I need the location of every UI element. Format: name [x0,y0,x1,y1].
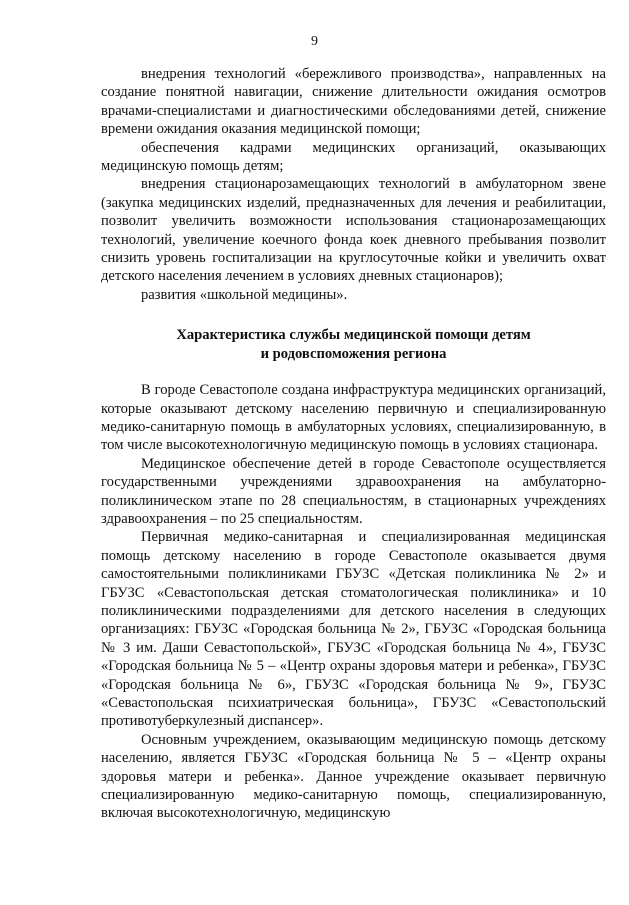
page-number: 9 [311,34,318,49]
intro-item: внедрения стационарозамещающих технологий в амбулаторном звене (закупка медицинских изделий, предназначенных для лечения и реабилитации, позволит увеличить возможности использования стационарозамещающих технологий, увеличение коечного фонда коек дневного пребывания позволит снизить уровень госпитализации на круглосуточные койки и увеличить охват детского населения лечением в условиях дневных стационаров); [101,176,606,285]
intro-item: внедрения технологий «бережливого производства», направленных на создание понятной навигации, снижение длительности ожидания осмотров врачами-специалистами и диагностическими обследованиями детей, снижение времени ожидания оказания медицинской помощи; [101,66,606,138]
intro-item: обеспечения кадрами медицинских организаций, оказывающих медицинскую помощь детям; [101,139,606,175]
paragraph: Основным учреждением, оказывающим медицинскую помощь детскому населению, является ГБУЗС «Городская больница № 5 – «Центр охраны здоровья матери и ребенка». Данное учреждение оказывает первичную специализированную медико-санитарную помощь, специализированную, включая высокотехнологичную, медицинскую [101,731,606,822]
paragraph: В городе Севастополе создана инфраструктура медицинских организаций, которые оказывают детскому населению первичную и специализированную медико-санитарную помощь в амбулаторных условиях, специализированную, в том числе высокотехнологичную медицинскую помощь в условиях стационара. [101,382,606,454]
section-heading-line: и родовспоможения региона [260,345,447,362]
paragraph: Медицинское обеспечение детей в городе Севастополе осуществляется государственными учреждениями здравоохранения на амбулаторно-поликлиническом этапе по 28 специальностям, в стационарных учреждениях здравоохранения – по 25 специальностям. [101,455,606,527]
intro-item: развития «школьной медицины». [141,286,348,303]
section-heading [101,326,606,363]
section-heading-line: Характеристика службы медицинской помощи детям [176,327,531,344]
paragraph: Первичная медико-санитарная и специализированная медицинская помощь детскому населению в городе Севастополе оказывается двумя самостоятельными поликлиниками ГБУЗС «Детская поликлиника № 2» и ГБУЗС «Севастопольская детская стоматологическая поликлиника» и 10 поликлиническими подразделениями для детского населения в следующих организациях: ГБУЗС «Городская больница № 2», ГБУЗС «Городская больница № 3 им. Даши Севастопольской», ГБУЗС «Городская больница № 4», ГБУЗС «Городская больница № 5 – «Центр охраны здоровья матери и ребенка», ГБУЗС «Городская больница № 6», ГБУЗС «Городская больница № 9», ГБУЗС «Севастопольская психиатрическая больница», ГБУЗС «Севастопольский противотуберкулезный диспансер». [101,529,606,730]
document-body [101,65,606,823]
